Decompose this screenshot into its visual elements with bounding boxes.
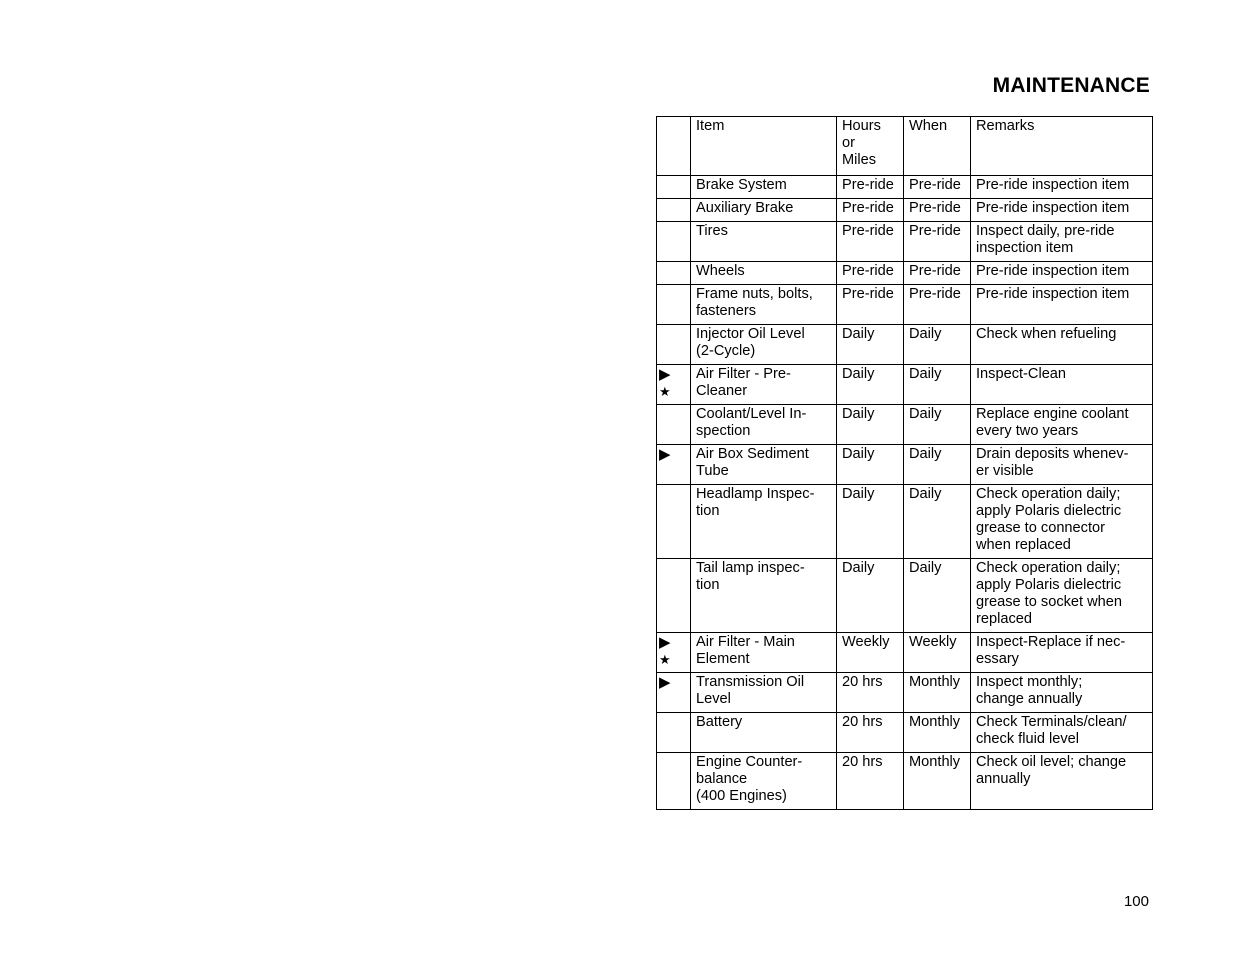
table-row xyxy=(657,285,1153,325)
cell-item: Air Filter - Pre- Cleaner xyxy=(691,365,837,405)
cell-hours: Pre-ride xyxy=(837,222,904,262)
cell-remarks: Drain deposits whenev- er visible xyxy=(971,445,1153,485)
table-row xyxy=(657,262,1153,285)
row-symbols xyxy=(657,365,691,405)
cell-item: Transmission Oil Level xyxy=(691,673,837,713)
cell-when: Pre-ride xyxy=(904,222,971,262)
cell-when: Weekly xyxy=(904,633,971,673)
cell-hours: Daily xyxy=(837,325,904,365)
row-symbols xyxy=(657,753,691,810)
cell-when: Pre-ride xyxy=(904,285,971,325)
cell-item: Brake System xyxy=(691,176,837,199)
row-symbols xyxy=(657,176,691,199)
header-hours-or-miles: Hours or Miles xyxy=(837,117,904,176)
cell-hours: Pre-ride xyxy=(837,176,904,199)
cell-remarks: Inspect daily, pre-ride inspection item xyxy=(971,222,1153,262)
table-row xyxy=(657,199,1153,222)
table-row xyxy=(657,753,1153,810)
row-symbols xyxy=(657,485,691,559)
table-header-row xyxy=(657,117,1153,176)
cell-when: Pre-ride xyxy=(904,176,971,199)
table-row xyxy=(657,673,1153,713)
table-row xyxy=(657,559,1153,633)
arrow-right-icon: ▶ xyxy=(659,634,671,651)
table-row xyxy=(657,485,1153,559)
cell-item: Frame nuts, bolts, fasteners xyxy=(691,285,837,325)
cell-hours: Daily xyxy=(837,405,904,445)
cell-hours: Daily xyxy=(837,445,904,485)
cell-hours: Pre-ride xyxy=(837,199,904,222)
cell-item: Wheels xyxy=(691,262,837,285)
cell-hours: Weekly xyxy=(837,633,904,673)
row-symbols xyxy=(657,633,691,673)
arrow-right-icon: ▶ xyxy=(659,674,671,691)
cell-item: Injector Oil Level (2-Cycle) xyxy=(691,325,837,365)
cell-remarks: Inspect-Replace if nec- essary xyxy=(971,633,1153,673)
cell-item: Coolant/Level In- spection xyxy=(691,405,837,445)
cell-when: Monthly xyxy=(904,713,971,753)
cell-item: Engine Counter- balance (400 Engines) xyxy=(691,753,837,810)
cell-hours: 20 hrs xyxy=(837,713,904,753)
header-when: When xyxy=(904,117,971,176)
header-remarks: Remarks xyxy=(971,117,1153,176)
cell-remarks: Check operation daily; apply Polaris dielectric grease to socket when replaced xyxy=(971,559,1153,633)
cell-remarks: Inspect monthly; change annually xyxy=(971,673,1153,713)
cell-remarks: Pre-ride inspection item xyxy=(971,176,1153,199)
cell-remarks: Check Terminals/clean/ check fluid level xyxy=(971,713,1153,753)
row-symbols xyxy=(657,559,691,633)
cell-hours: Daily xyxy=(837,559,904,633)
cell-item: Headlamp Inspec- tion xyxy=(691,485,837,559)
page-title: MAINTENANCE xyxy=(992,74,1150,97)
table-row xyxy=(657,176,1153,199)
row-symbols xyxy=(657,405,691,445)
row-symbols xyxy=(657,222,691,262)
cell-remarks: Pre-ride inspection item xyxy=(971,199,1153,222)
cell-remarks: Replace engine coolant every two years xyxy=(971,405,1153,445)
row-symbols xyxy=(657,673,691,713)
table-row xyxy=(657,445,1153,485)
cell-when: Pre-ride xyxy=(904,262,971,285)
cell-hours: Daily xyxy=(837,365,904,405)
cell-remarks: Check operation daily; apply Polaris dielectric grease to connector when replaced xyxy=(971,485,1153,559)
page-number: 100 xyxy=(1123,893,1149,910)
cell-when: Daily xyxy=(904,325,971,365)
row-symbols xyxy=(657,285,691,325)
row-symbols xyxy=(657,445,691,485)
cell-hours: Pre-ride xyxy=(837,285,904,325)
header-item: Item xyxy=(691,117,837,176)
cell-when: Monthly xyxy=(904,673,971,713)
maintenance-table xyxy=(656,116,1153,810)
cell-hours: 20 hrs xyxy=(837,673,904,713)
cell-hours: Daily xyxy=(837,485,904,559)
cell-when: Pre-ride xyxy=(904,199,971,222)
table-row xyxy=(657,713,1153,753)
star-icon: ★ xyxy=(659,652,671,667)
table-row xyxy=(657,365,1153,405)
table-row xyxy=(657,222,1153,262)
cell-hours: Pre-ride xyxy=(837,262,904,285)
cell-remarks: Pre-ride inspection item xyxy=(971,285,1153,325)
cell-item: Tail lamp inspec- tion xyxy=(691,559,837,633)
cell-remarks: Pre-ride inspection item xyxy=(971,262,1153,285)
table-row xyxy=(657,633,1153,673)
cell-hours: 20 hrs xyxy=(837,753,904,810)
cell-item: Auxiliary Brake xyxy=(691,199,837,222)
cell-item: Air Box Sediment Tube xyxy=(691,445,837,485)
cell-when: Daily xyxy=(904,365,971,405)
arrow-right-icon: ▶ xyxy=(659,446,671,463)
cell-when: Daily xyxy=(904,559,971,633)
table-body xyxy=(657,176,1153,810)
cell-item: Air Filter - Main Element xyxy=(691,633,837,673)
cell-item: Battery xyxy=(691,713,837,753)
row-symbols xyxy=(657,199,691,222)
table-row xyxy=(657,325,1153,365)
arrow-right-icon: ▶ xyxy=(659,366,671,383)
header-symbol xyxy=(657,117,691,176)
table-row xyxy=(657,405,1153,445)
cell-when: Monthly xyxy=(904,753,971,810)
cell-remarks: Inspect-Clean xyxy=(971,365,1153,405)
cell-remarks: Check oil level; change annually xyxy=(971,753,1153,810)
star-icon: ★ xyxy=(659,384,671,399)
row-symbols xyxy=(657,325,691,365)
row-symbols xyxy=(657,713,691,753)
row-symbols xyxy=(657,262,691,285)
cell-when: Daily xyxy=(904,405,971,445)
cell-when: Daily xyxy=(904,445,971,485)
cell-when: Daily xyxy=(904,485,971,559)
cell-remarks: Check when refueling xyxy=(971,325,1153,365)
cell-item: Tires xyxy=(691,222,837,262)
